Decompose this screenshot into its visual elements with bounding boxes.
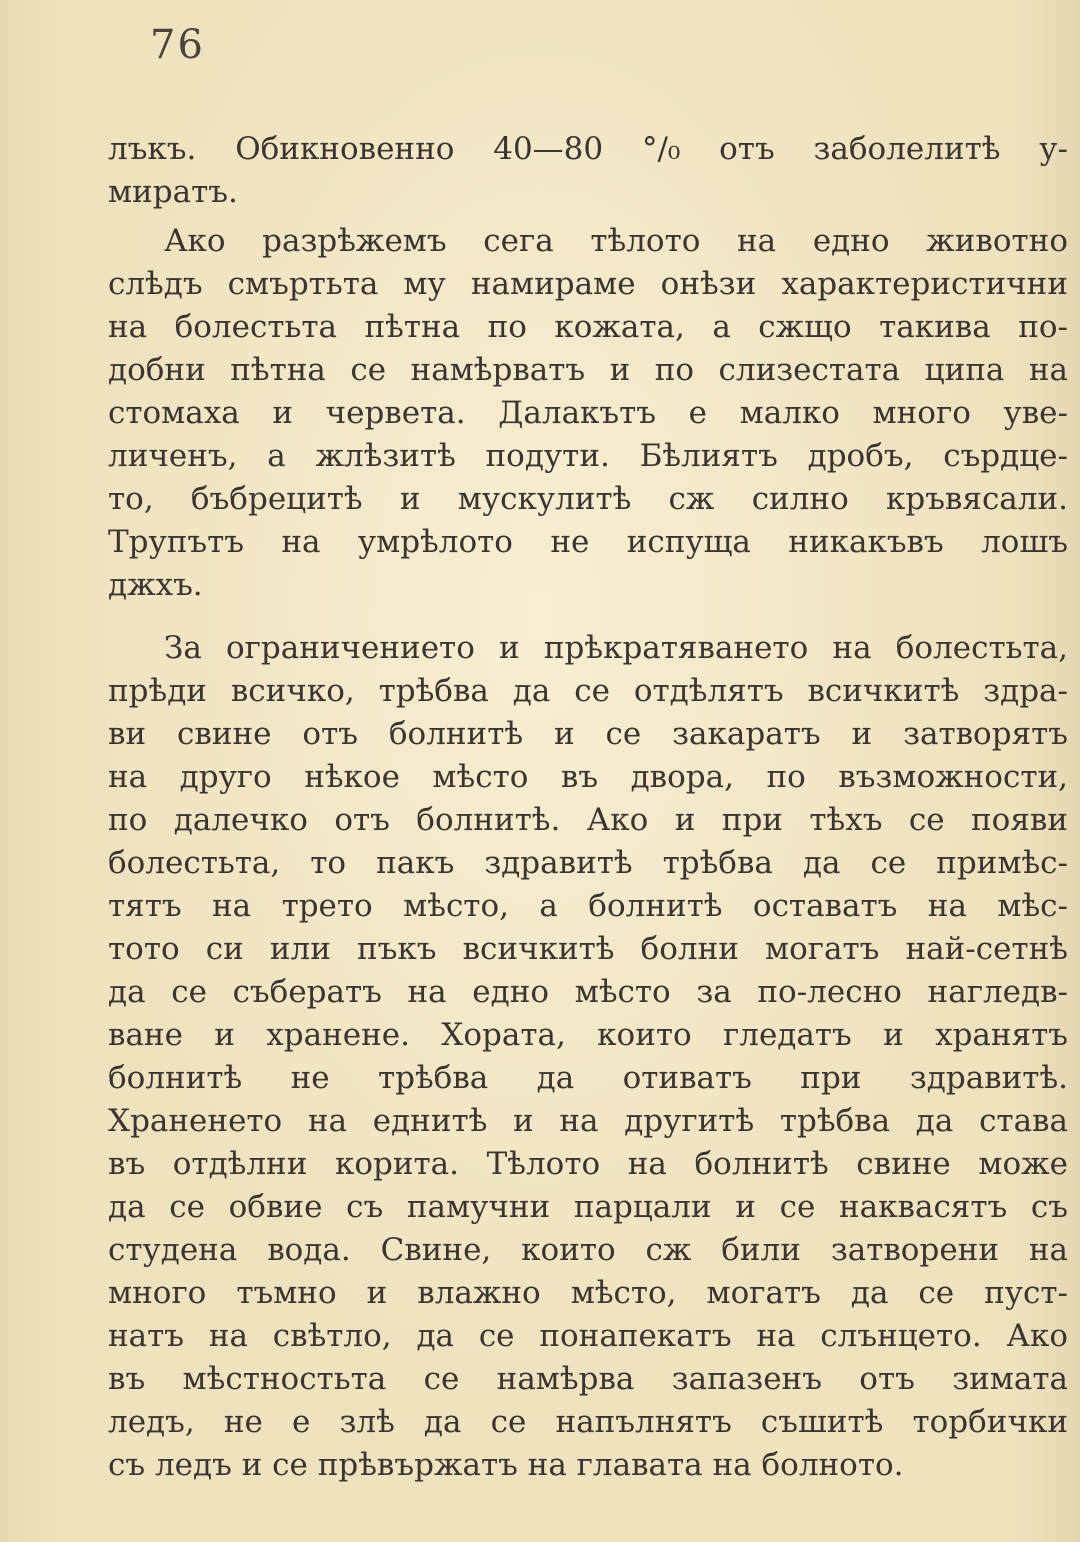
text-line: да се събератъ на едно мѣсто за по-лесно нагледв- — [108, 974, 1068, 1010]
text-line: въ мѣстностьта се намѣрва запазенъ отъ зимата — [108, 1361, 1068, 1397]
text-line: натъ на свѣтло, да се понапекатъ на слънцето. Ако — [108, 1318, 1068, 1354]
text-line: съ ледъ и се прѣвържатъ на главата на болното. — [108, 1447, 904, 1483]
text-line: студена вода. Свине, които сж били затворени на — [108, 1232, 1068, 1268]
text-line: ване и хранене. Хората, които гледатъ и хранятъ — [108, 1017, 1068, 1053]
text-line: За ограничението и прѣкратяването на болестьта, — [164, 630, 1068, 666]
body-text — [108, 128, 1068, 1487]
text-line: въ отдѣлни корита. Тѣлото на болнитѣ свине може — [108, 1146, 1068, 1182]
paragraph-1 — [108, 128, 1068, 214]
text-line: на друго нѣкое мѣсто въ двора, по възможности, — [108, 759, 1068, 795]
text-line: слѣдъ смъртьта му намираме онѣзи характеристични — [108, 266, 1068, 302]
text-line: миратъ. — [108, 174, 238, 210]
text-line: болнитѣ не трѣбва да отиватъ при здравитѣ. — [108, 1060, 1068, 1096]
paragraph-2 — [108, 220, 1068, 607]
text-line: на болестьта пѣтна по кожата, а сжщо такива по- — [108, 309, 1068, 345]
text-line: Храненето на еднитѣ и на другитѣ трѣбва да става — [108, 1103, 1068, 1139]
text-line: ледъ, не е злѣ да се напълнятъ съшитѣ торбички — [108, 1404, 1068, 1440]
text-line: Ако разрѣжемъ сега тѣлото на едно животно — [164, 223, 1068, 259]
text-line: по далечко отъ болнитѣ. Ако и при тѣхъ се появи — [108, 802, 1068, 838]
text-line: болестьта, то пакъ здравитѣ трѣбва да се примѣс- — [108, 845, 1068, 881]
text-line: джхъ. — [108, 567, 203, 603]
text-line: прѣди всичко, трѣбва да се отдѣлятъ всичкитѣ здра- — [108, 673, 1068, 709]
text-line: тятъ на трето мѣсто, а болнитѣ оставатъ на мѣс- — [108, 888, 1068, 924]
text-line: лъкъ. Обикновенно 40—80 °/₀ отъ заболелитѣ у- — [108, 131, 1068, 167]
text-line: стомаха и червета. Далакътъ е малко много уве- — [108, 395, 1068, 431]
text-line: тото си или пъкъ всичкитѣ болни могатъ най-сетнѣ — [108, 931, 1068, 967]
text-line: добни пѣтна се намѣрватъ и по слизестата ципа на — [108, 352, 1068, 388]
text-line: Трупътъ на умрѣлото не испуща никакъвъ лошъ — [108, 524, 1068, 560]
text-line: личенъ, а жлѣзитѣ подути. Бѣлиятъ дробъ, сърдце- — [108, 438, 1068, 474]
text-line: ви свине отъ болнитѣ и се закаратъ и затворятъ — [108, 716, 1068, 752]
text-line: много тъмно и влажно мѣсто, могатъ да се пуст- — [108, 1275, 1068, 1311]
text-line: то, бъбрецитѣ и мускулитѣ сж силно кръвясали. — [108, 481, 1068, 517]
text-line: да се обвие съ памучни парцали и се наквасятъ съ — [108, 1189, 1068, 1225]
paragraph-3 — [108, 627, 1068, 1487]
page-number: 76 — [150, 22, 205, 68]
